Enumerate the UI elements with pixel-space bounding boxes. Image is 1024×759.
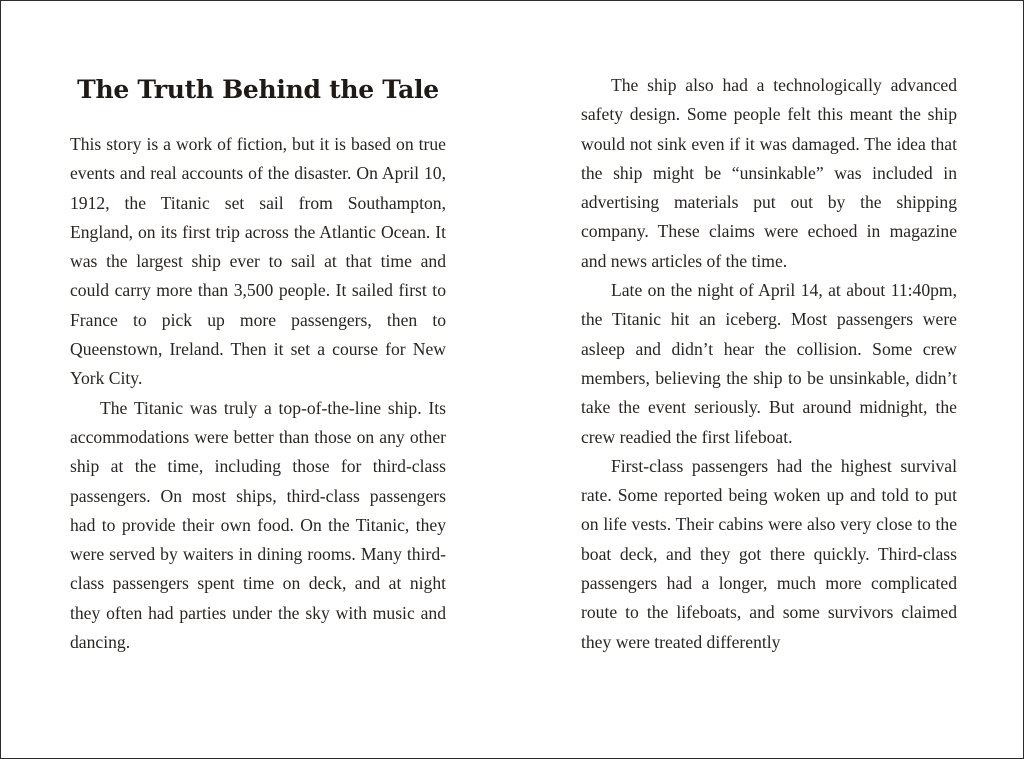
right-page xyxy=(581,1,957,758)
paragraph: First-class passengers had the highest survival rate. Some reported being woken up and told to put on life vests. Their cabins were also very close to the boat deck, and they got there quickly. Third-class passengers had a longer, much more complicated route to the lifeboats, and some survivors claimed they were treated differently xyxy=(581,455,957,652)
left-page xyxy=(70,1,446,758)
paragraph: The Titanic was truly a top-of-the-line ship. Its accommodations were better than those on any other ship at the time, including those for third-class passengers. On most ships, third-class passengers had to provide their own food. On the Titanic, they were served by waiters in dining rooms. Many third-class passengers spent time on deck, and at night they often had parties under the sky with music and dancing. xyxy=(70,397,446,653)
page-title: The Truth Behind the Tale xyxy=(77,75,439,104)
right-body-text xyxy=(581,71,957,657)
paragraph: Late on the night of April 14, at about 11:40pm, the Titanic hit an iceberg. Most passengers were asleep and didn’t hear the collision. Some crew members, believing the ship to be unsinkable, didn’t take the event seriously. But around midnight, the crew readied the first lifeboat. xyxy=(581,280,957,447)
left-body-text xyxy=(70,130,446,657)
paragraph: The ship also had a technologically advanced safety design. Some people felt this meant the ship would not sink even if it was damaged. The idea that the ship might be “unsinkable” was included in advertising materials put out by the shipping company. These claims were echoed in magazine and news articles of the time. xyxy=(581,75,957,271)
paragraph: This story is a work of fiction, but it is based on true events and real accounts of the disaster. On April 10, 1912, the Titanic set sail from Southampton, England, on its first trip across the Atlantic Ocean. It was the largest ship ever to sail at that time and could carry more than 3,500 people. It sailed first to France to pick up more passengers, then to Queenstown, Ireland. Then it set a course for New York City. xyxy=(70,134,446,389)
